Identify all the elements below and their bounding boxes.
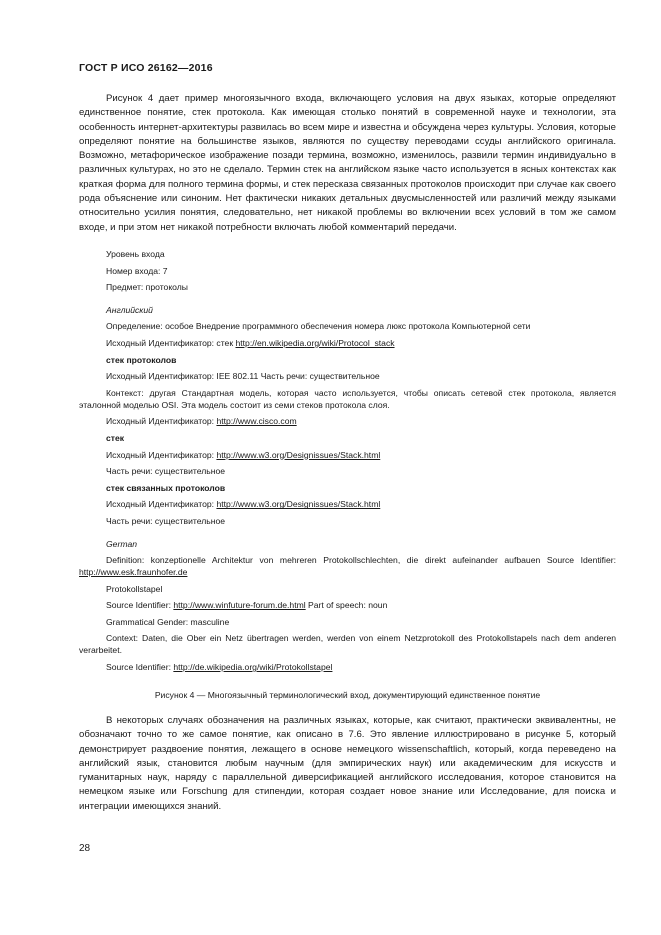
english-source-3 xyxy=(79,415,616,427)
english-pos-1: Часть речи: существительное xyxy=(106,466,226,477)
language-german: German xyxy=(106,538,138,549)
page-number: 28 xyxy=(79,843,91,854)
english-source-5 xyxy=(79,498,616,510)
german-source-2 xyxy=(79,661,616,673)
language-english: Английский xyxy=(106,304,153,315)
standard-header: ГОСТ Р ИСО 26162—2016 xyxy=(79,62,213,74)
german-source-link-1[interactable]: http://www.winfuture-forum.de.html xyxy=(173,600,306,611)
source-link-3[interactable]: http://www.cisco.com xyxy=(216,416,297,427)
figure-4-entry xyxy=(79,248,616,678)
source-label: Исходный Идентификатор: xyxy=(106,416,217,427)
english-term-3: стек связанных протоколов xyxy=(106,482,226,493)
body-paragraph: В некоторых случаях обозначения на различных языках, которые, как считают, практически эквивалентны, не обозначают точно то же самое понятие, как описано в 7.6. Это явление иллюстрировано в рисунке 5, который демонстрирует раздвоение понятия, лежащего в основе немецкого wissenschaftlich, который, когда переведено на английский язык, становится любым научным (для эмпирических наук) или академическим для искусств и гуманитарных наук, наряду с параллельной диверсификацией английского исследования, которое становится на немецком языке или Forschung для стипендии, которая создает новое знание или Исследование, для поиска и интеграции имеющихся знаний. xyxy=(79,715,616,812)
english-term-1: стек протоколов xyxy=(106,354,177,365)
english-source-2: Исходный Идентификатор: IEE 802.11 Часть речи: существительное xyxy=(106,371,380,382)
source-link-4[interactable]: http://www.w3.org/Designissues/Stack.html xyxy=(216,449,381,460)
german-context: Context: Daten, die Ober ein Netz übertragen werden, werden von einem Netzprotokoll des Protokollstapels nach dem anderen verarbeitet. xyxy=(79,633,616,656)
intro-paragraph: Рисунок 4 дает пример многоязычного входа, включающего условия на двух языках, которые определяют единственное понятие, стек протокола. Как имеющая столько понятий в современной науке и технологии, эта особенность интернет-архитектуры развилась во всем мире и известна и обсуждена через культуры. Условия, которые определяют понятие на большинстве языков, являются по существу переводами ссуды английского оригинала. Возможно, метафорическое изображение позади термина, возможно, изменилось, развили термин индивидуально в различных культурах, но это не сделало. Термин стек на английском языке часто используется в ясных контекстах как краткая форма для полного термина формы, и стек пересказа связанных протоколов происходит при случае как своего рода объяснение или синоним. Нет фактически никаких детальных двусмысленностей или различий между языками относительно усилия понятия, следовательно, нет никакой проблемы во включении всех условий в том же самом входе, и при этом нет никакой потребности включать любой комментарий передачи. xyxy=(79,93,616,233)
german-source-1 xyxy=(79,599,616,611)
figure-caption: Рисунок 4 — Многоязычный терминологический вход, документирующий единственное понятие xyxy=(154,690,541,700)
source-label: Исходный Идентификатор: стек xyxy=(106,337,236,348)
source-link-1[interactable]: http://en.wikipedia.org/wiki/Protocol_stack xyxy=(235,337,395,348)
english-source-1 xyxy=(79,337,616,349)
source-label: Source Identifier: xyxy=(106,600,174,611)
english-pos-2: Часть речи: существительное xyxy=(106,515,226,526)
german-definition xyxy=(79,554,616,578)
source-label: Исходный Идентификатор: xyxy=(106,449,217,460)
german-source-link-2[interactable]: http://de.wikipedia.org/wiki/Protokollstapel xyxy=(173,662,333,673)
german-gender: Grammatical Gender: masculine xyxy=(106,616,230,627)
entry-number: Номер входа: 7 xyxy=(106,265,168,276)
english-term-2: стек xyxy=(106,432,125,443)
english-context: Контекст: другая Стандартная модель, которая часто используется, чтобы описать сетевой стек протокола, является эталонной моделью OSI. Эта модель состоит из семи стеков протокола слоя. xyxy=(79,387,616,410)
english-source-4 xyxy=(79,449,616,461)
english-definition: Определение: особое Внедрение программного обеспечения номера люкс протокола Компьютерной сети xyxy=(106,321,531,332)
source-tail: Part of speech: noun xyxy=(305,600,388,611)
definition-text: Definition: konzeptionelle Architektur von mehreren Protokollschlechten, die direkt aufeinander aufbauen Source Identifier: xyxy=(106,555,616,566)
german-term: Protokollstapel xyxy=(106,583,163,594)
entry-subject: Предмет: протоколы xyxy=(106,282,188,293)
entry-level: Уровень входа xyxy=(106,249,165,259)
source-link-5[interactable]: http://www.w3.org/Designissues/Stack.html xyxy=(216,499,381,510)
german-definition-link[interactable]: http://www.esk.fraunhofer.de xyxy=(79,567,188,578)
source-label: Исходный Идентификатор: xyxy=(106,499,217,510)
source-label: Source Identifier: xyxy=(106,662,174,673)
